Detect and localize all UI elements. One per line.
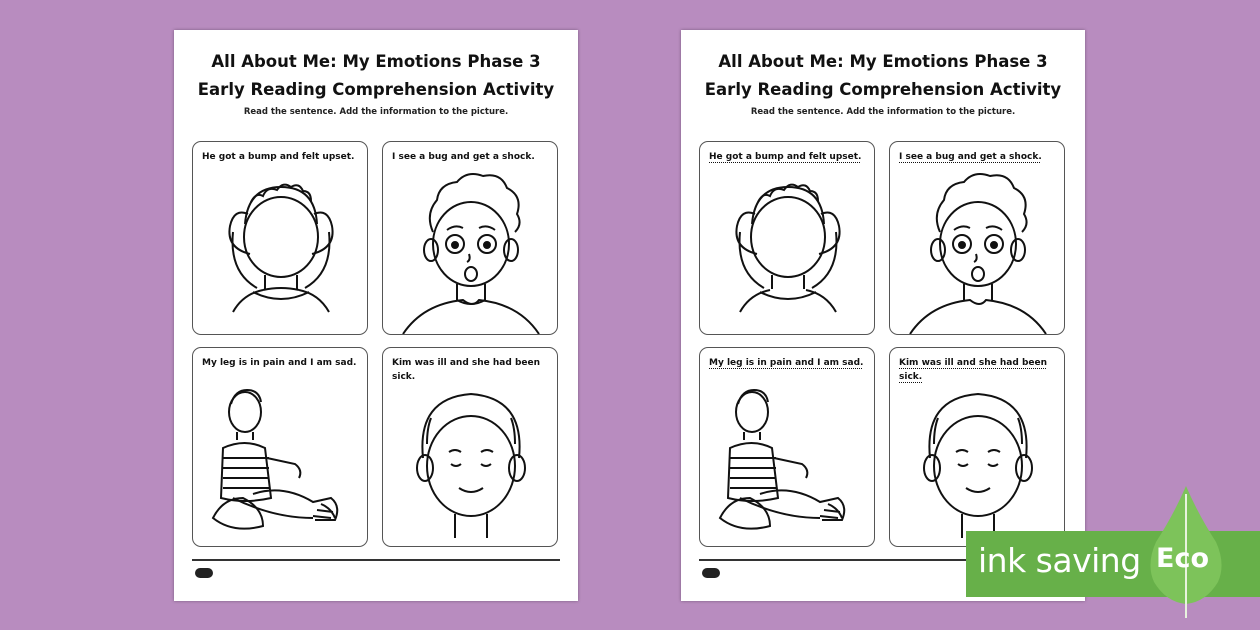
worksheet-title (681, 48, 1085, 104)
title-line-2: Early Reading Comprehension Activity (197, 80, 555, 99)
title-line-1: All About Me: My Emotions Phase 3 (718, 52, 1048, 71)
eco-label: Eco (1156, 543, 1209, 574)
title-line-1: All About Me: My Emotions Phase 3 (211, 52, 541, 71)
card-bump (699, 141, 875, 335)
sleepy-girl-illustration (890, 348, 1064, 546)
card-sentence: Kim was ill and she had been sick. (899, 358, 1048, 382)
title-line-2: Early Reading Comprehension Activity (704, 80, 1062, 99)
card-sentence: I see a bug and get a shock. (392, 152, 535, 162)
sitting-boy-illustration (193, 348, 367, 546)
brand-logo (702, 568, 720, 578)
ink-saving-label: ink saving (978, 541, 1141, 580)
card-leg-pain (192, 347, 368, 547)
instruction-text: Read the sentence. Add the information to the picture. (243, 107, 509, 117)
card-sentence: I see a bug and get a shock. (899, 152, 1042, 162)
sitting-boy-illustration (700, 348, 874, 546)
brand-logo (195, 568, 213, 578)
card-bug (889, 141, 1065, 335)
card-leg-pain (699, 347, 875, 547)
card-sentence: He got a bump and felt upset. (709, 152, 862, 162)
card-bump (192, 141, 368, 335)
card-sentence: My leg is in pain and I am sad. (709, 358, 864, 368)
footer-divider (192, 559, 560, 561)
card-sentence: He got a bump and felt upset. (202, 152, 355, 162)
sleepy-girl-illustration (383, 348, 557, 546)
shocked-boy-illustration (890, 142, 1064, 335)
shocked-boy-illustration (383, 142, 557, 335)
card-sentence: Kim was ill and she had been sick. (392, 358, 541, 382)
worksheet-preview-eco (681, 30, 1085, 601)
card-ill (382, 347, 558, 547)
card-ill (889, 347, 1065, 547)
boy-holding-head-illustration (700, 142, 874, 335)
worksheet-preview-standard (174, 30, 578, 601)
boy-holding-head-illustration (193, 142, 367, 335)
card-bug (382, 141, 558, 335)
instruction-text: Read the sentence. Add the information to the picture. (750, 107, 1016, 117)
card-sentence: My leg is in pain and I am sad. (202, 358, 357, 368)
worksheet-title (174, 48, 578, 104)
